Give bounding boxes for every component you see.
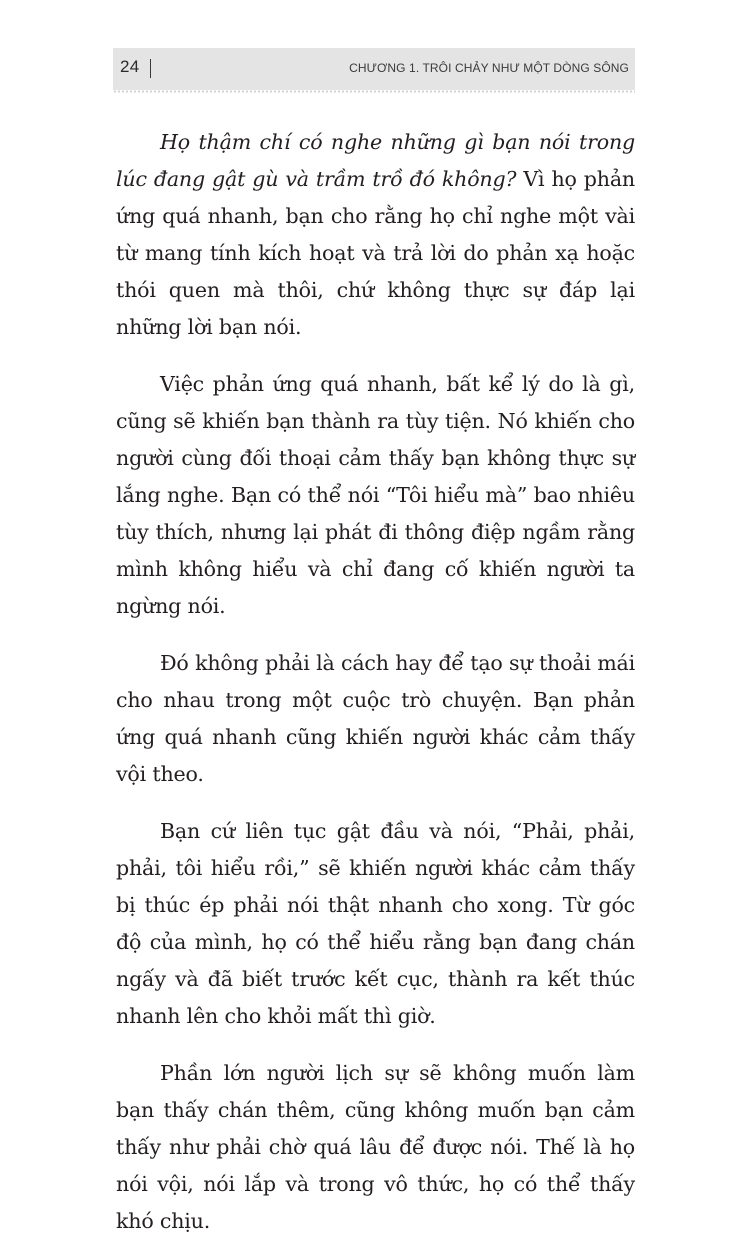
paragraph-1-italic: Họ thậm chí có nghe những gì bạn nói trong lúc đang gật gù và trầm trồ đó không? xyxy=(116,130,635,191)
page-number: 24 xyxy=(120,57,140,76)
paragraph-4-text: Bạn cứ liên tục gật đầu và nói, “Phải, phải, phải, tôi hiểu rồi,” sẽ khiến người khác cảm thấy bị thúc ép phải nói thật nhanh cho xong. Từ góc độ của mình, họ có thể hiểu rằng bạn đang chán ngấy và đã biết trước kết cục, thành ra kết thúc nhanh lên cho khỏi mất thì giờ. xyxy=(116,819,635,1028)
header-divider xyxy=(150,59,151,78)
paragraph-5 xyxy=(116,1055,635,1240)
chapter-title: CHƯƠNG 1. TRÔI CHẢY NHƯ MỘT DÒNG SÔNG xyxy=(349,61,629,75)
paragraph-1 xyxy=(116,124,635,346)
paragraph-2-text: Việc phản ứng quá nhanh, bất kể lý do là gì, cũng sẽ khiến bạn thành ra tùy tiện. Nó khiến cho người cùng đối thoại cảm thấy bạn không thực sự lắng nghe. Bạn có thể nói “Tôi hiểu mà” bao nhiêu tùy thích, nhưng lại phát đi thông điệp ngầm rằng mình không hiểu và chỉ đang cố khiến người ta ngừng nói. xyxy=(116,372,635,618)
paragraph-1-text: Vì họ phản ứng quá nhanh, bạn cho rằng họ chỉ nghe một vài từ mang tính kích hoạt và trả lời do phản xạ hoặc thói quen mà thôi, chứ không thực sự đáp lại những lời bạn nói. xyxy=(116,167,635,339)
paragraph-4 xyxy=(116,813,635,1035)
page-body xyxy=(116,124,635,1260)
paragraph-3-text: Đó không phải là cách hay để tạo sự thoải mái cho nhau trong một cuộc trò chuyện. Bạn phản ứng quá nhanh cũng khiến người khác cảm thấy vội theo. xyxy=(116,651,635,786)
running-header xyxy=(113,48,635,90)
paragraph-5-text: Phần lớn người lịch sự sẽ không muốn làm bạn thấy chán thêm, cũng không muốn bạn cảm thấy như phải chờ quá lâu để được nói. Thế là họ nói vội, nói lắp và trong vô thức, họ có thể thấy khó chịu. xyxy=(116,1061,635,1233)
paragraph-3 xyxy=(116,645,635,793)
paragraph-2 xyxy=(116,366,635,625)
